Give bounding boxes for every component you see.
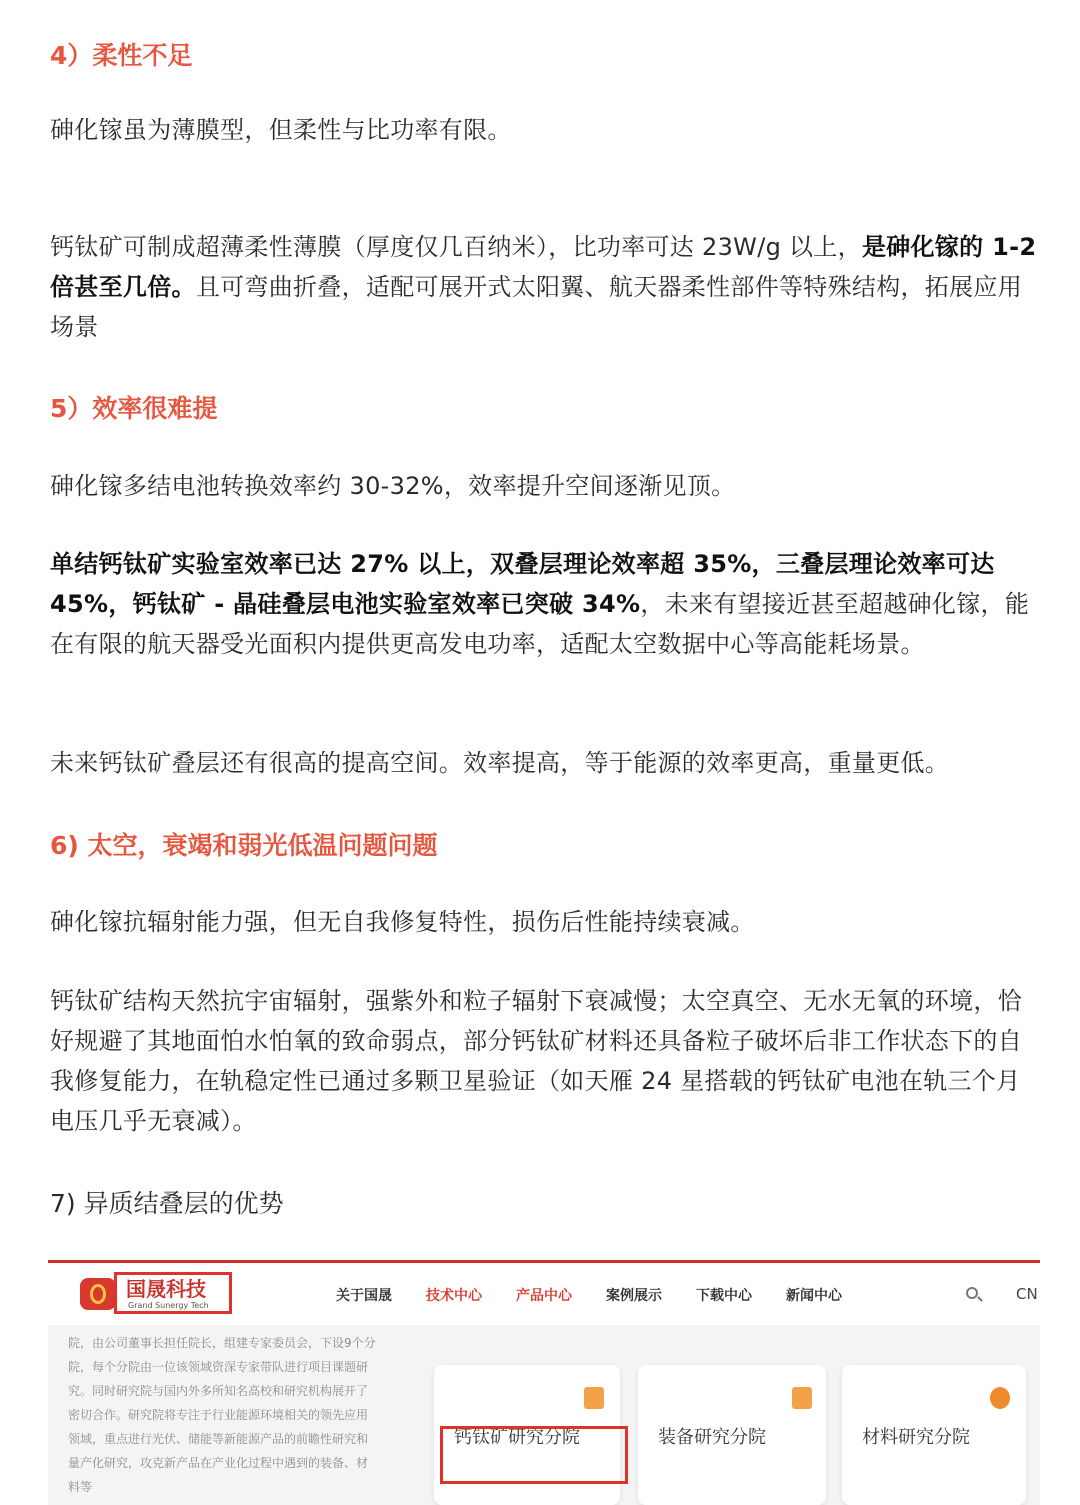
nav-item-products[interactable]: 产品中心	[516, 1288, 572, 1304]
section-7-heading: 7) 异质结叠层的优势	[50, 1189, 284, 1218]
nav-item-news[interactable]: 新闻中心	[786, 1288, 842, 1304]
nav-item-downloads[interactable]: 下载中心	[696, 1288, 752, 1304]
logo-subtext: Grand Sunergy Tech	[128, 1301, 209, 1310]
logo-text: 国晟科技	[126, 1277, 206, 1301]
section-4-paragraph-1: 砷化镓虽为薄膜型，但柔性与比功率有限。	[50, 116, 512, 144]
section-5-paragraph-2	[50, 544, 1040, 664]
card-equipment[interactable]	[638, 1365, 826, 1505]
battery-icon	[792, 1387, 812, 1409]
card-title: 钙钛矿研究分院	[454, 1427, 580, 1448]
text-run: ，未来有望接近甚至超越砷化镓，能在有限的航天器受光面积内提供更高发电功率，适配太空数据中心等高能耗场景。	[50, 590, 1030, 658]
nav-item-tech[interactable]: 技术中心	[426, 1288, 482, 1304]
nav-item-about[interactable]: 关于国晟	[336, 1288, 392, 1304]
card-title: 材料研究分院	[862, 1427, 970, 1448]
section-4-heading: 4）柔性不足	[50, 41, 193, 70]
nav-item-cases[interactable]: 案例展示	[606, 1288, 662, 1304]
section-5-heading: 5）效率很难提	[50, 394, 218, 423]
card-materials[interactable]	[842, 1365, 1026, 1505]
card-title: 装备研究分院	[658, 1427, 766, 1448]
section-5-paragraph-3: 未来钙钛矿叠层还有很高的提高空间。效率提高，等于能源的效率更高，重量更低。	[50, 749, 950, 777]
section-6-paragraph-1: 砷化镓抗辐射能力强，但无自我修复特性，损伤后性能持续衰减。	[50, 908, 755, 936]
bold-run: 单结钙钛矿实验室效率已达 27% 以上，双叠层理论效率超 35%，三叠层理论效率可达 45%，钙钛矿 - 晶硅叠层电池实验室效率已突破 34%	[50, 550, 995, 618]
language-switch[interactable]: CN	[1016, 1285, 1038, 1303]
highlight-box	[114, 1272, 232, 1314]
text-run: 钙钛矿可制成超薄柔性薄膜（厚度仅几百纳米），比功率可达 23W/g 以上，	[50, 233, 862, 261]
text-run: 且可弯曲折叠，适配可展开式太阳翼、航天器柔性部件等特殊结构，拓展应用场景	[50, 273, 1023, 341]
section-6-paragraph-2: 钙钛矿结构天然抗宇宙辐射，强紫外和粒子辐射下衰减慢；太空真空、无水无氧的环境，恰好规避了其地面怕水怕氧的致命弱点，部分钙钛矿材料还具备粒子破坏后非工作状态下的自我修复能力，在轨稳定性已通过多颗卫星验证（如天雁 24 星搭载的钙钛矿电池在轨三个月电压几乎无衰减）。	[50, 987, 1022, 1135]
section-6-heading: 6) 太空，衰竭和弱光低温问题问题	[50, 831, 438, 860]
search-icon[interactable]	[966, 1287, 978, 1299]
bold-run: 是砷化镓的 1-2 倍甚至几倍。	[50, 233, 1037, 301]
logo-icon	[80, 1278, 116, 1310]
site-navbar	[48, 1263, 1040, 1325]
section-5-paragraph-1: 砷化镓多结电池转换效率约 30-32%，效率提升空间逐渐见顶。	[50, 472, 736, 500]
material-icon	[990, 1387, 1010, 1409]
highlight-box	[440, 1426, 628, 1484]
embedded-website-screenshot	[48, 1260, 1040, 1505]
intro-text: 院，由公司董事长担任院长，组建专家委员会，下设9个分院，每个分院由一位该领域资深专家带队进行项目课题研究。同时研究院与国内外多所知名高校和研究机构展开了密切合作。研究院将专注于行业能源环境相关的领先应用领域，重点进行光伏、储能等新能源产品的前瞻性研究和量产化研究，攻克新产品在产业化过程中遇到的装备、材料等	[68, 1336, 376, 1494]
section-4-paragraph-2	[50, 227, 1040, 347]
building-icon	[584, 1387, 604, 1409]
